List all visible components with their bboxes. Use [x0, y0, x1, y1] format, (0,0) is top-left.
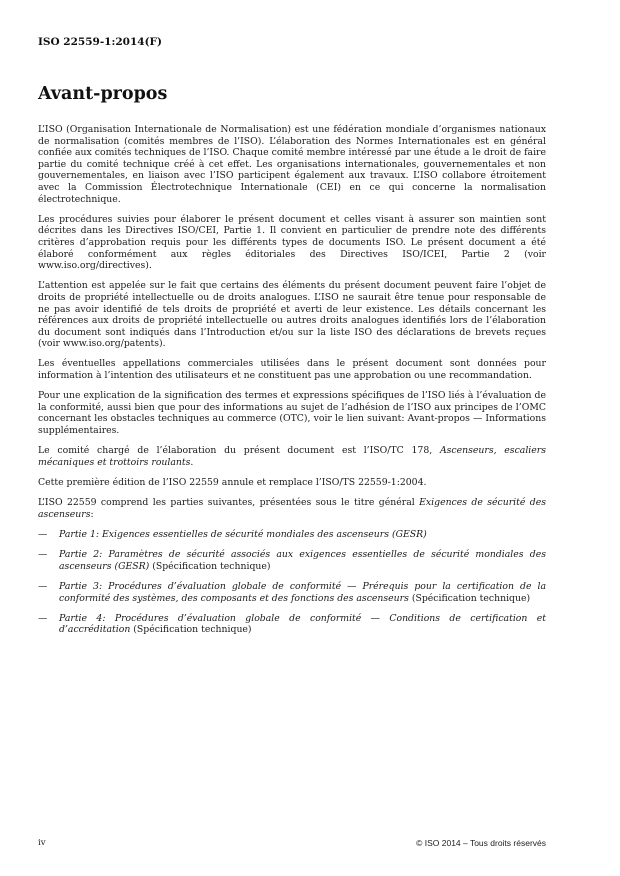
parts-intro-text: L’ISO 22559 comprend les parties suivantes, présentées sous le titre général [38, 497, 420, 509]
committee-text: Le comité chargé de l’élaboration du présent document est l’ISO/TC 178, [38, 445, 440, 457]
part-title: Partie 1: Exigences essentielles de sécurité mondiales des ascenseurs (GESR) [59, 528, 427, 540]
copyright-notice: © ISO 2014 – Tous droits réservés [416, 838, 546, 848]
list-dash: — [38, 612, 48, 624]
foreword-body [38, 124, 546, 645]
list-item [38, 613, 546, 636]
parts-intro-suffix: : [90, 508, 94, 520]
paragraph-edition: Cette première édition de l’ISO 22559 annule et remplace l’ISO/TS 22559-1:2004. [38, 477, 427, 488]
part-type: (Spécification technique) [408, 592, 531, 604]
list-dash: — [38, 528, 48, 540]
paragraph-trade-names: Les éventuelles appellations commerciales utilisées dans le présent document sont données pour information à l’intention des utilisateurs et ne constituent pas une approbation ou une recommandation. [38, 358, 546, 382]
part-type: (Spécification technique) [130, 624, 252, 636]
part-title: Partie 3: Procédures d’évaluation globale de conformité — Prérequis pour la certification de la conformité des systèmes, des composants et des fonctions des ascenseurs [59, 580, 546, 604]
page-title: Avant-propos [38, 84, 168, 104]
paragraph-patents: L’attention est appelée sur le fait que certains des éléments du présent document peuvent faire l’objet de droits de propriété intellectuelle ou de droits analogues. L’ISO ne saurait être tenue pour responsable de ne pas avoir identifié de tels droits de propriété et averti de leur existence. Les détails concernant les références aux droits de propriété intellectuelle ou autres droits analogues identifiés lors de l’élaboration du document sont indiqués dans l’Introduction et/ou sur la liste ISO des déclarations de brevets reçues (voir www.iso.org/patents). [38, 280, 546, 350]
list-dash: — [38, 580, 48, 592]
list-item [38, 529, 546, 541]
part-title: Partie 4: Procédures d’évaluation globale de conformité — Conditions de certification et d’accréditation [59, 612, 546, 636]
list-dash: — [38, 549, 48, 561]
paragraph-parts-intro [38, 497, 546, 520]
paragraph-conformity: Pour une explication de la signification des termes et expressions spécifiques de l’ISO liés à l’évaluation de la conformité, aussi bien que pour des informations au sujet de l’adhésion de l’ISO aux principes de l’OMC concernant les obstacles techniques au commerce (OTC), voir le lien suivant: Avant-propos — Informations supplémentaires. [38, 390, 546, 437]
page-number: iv [38, 838, 46, 848]
paragraph-iso-organisation: L’ISO (Organisation Internationale de Normalisation) est une fédération mondiale d’organismes nationaux de normalisation (comités membres de l’ISO). L’élaboration des Normes Internationales est en général confiée aux comités techniques de l’ISO. Chaque comité membre intéressé par une étude a le droit de faire partie du comité technique créé à cet effet. Les organisations internationales, gouvernementales et non gouvernementales, en liaison avec l’ISO participent également aux travaux. L’ISO collabore étroitement avec la Commission Électrotechnique Internationale (CEI) en ce qui concerne la normalisation électrotechnique. [38, 124, 546, 205]
general-title: Exigences de sécurité des ascenseurs [38, 497, 547, 520]
list-item [38, 581, 546, 604]
part-title: Partie 2: Paramètres de sécurité associés aux exigences essentielles de sécurité mondiales des ascenseurs (GESR) [59, 549, 546, 572]
parts-list [38, 529, 546, 636]
part-type: (Spécification technique) [149, 560, 271, 572]
document-id-header: ISO 22559-1:2014(F) [38, 36, 162, 48]
committee-suffix: . [190, 456, 194, 468]
paragraph-procedures: Les procédures suivies pour élaborer le présent document et celles visant à assurer son maintien sont décrites dans les Directives ISO/CEI, Partie 1. Il convient en particulier de prendre note des différents critères d’approbation requis pour les différents types de documents ISO. Le présent document a été élaboré conformément aux règles éditoriales des Directives ISO/ICEI, Partie 2 (voir www.iso.org/directives). [38, 213, 546, 272]
paragraph-committee [38, 445, 546, 468]
committee-title: Ascenseurs, escaliers mécaniques et trottoirs roulants [38, 445, 546, 468]
list-item [38, 549, 546, 572]
